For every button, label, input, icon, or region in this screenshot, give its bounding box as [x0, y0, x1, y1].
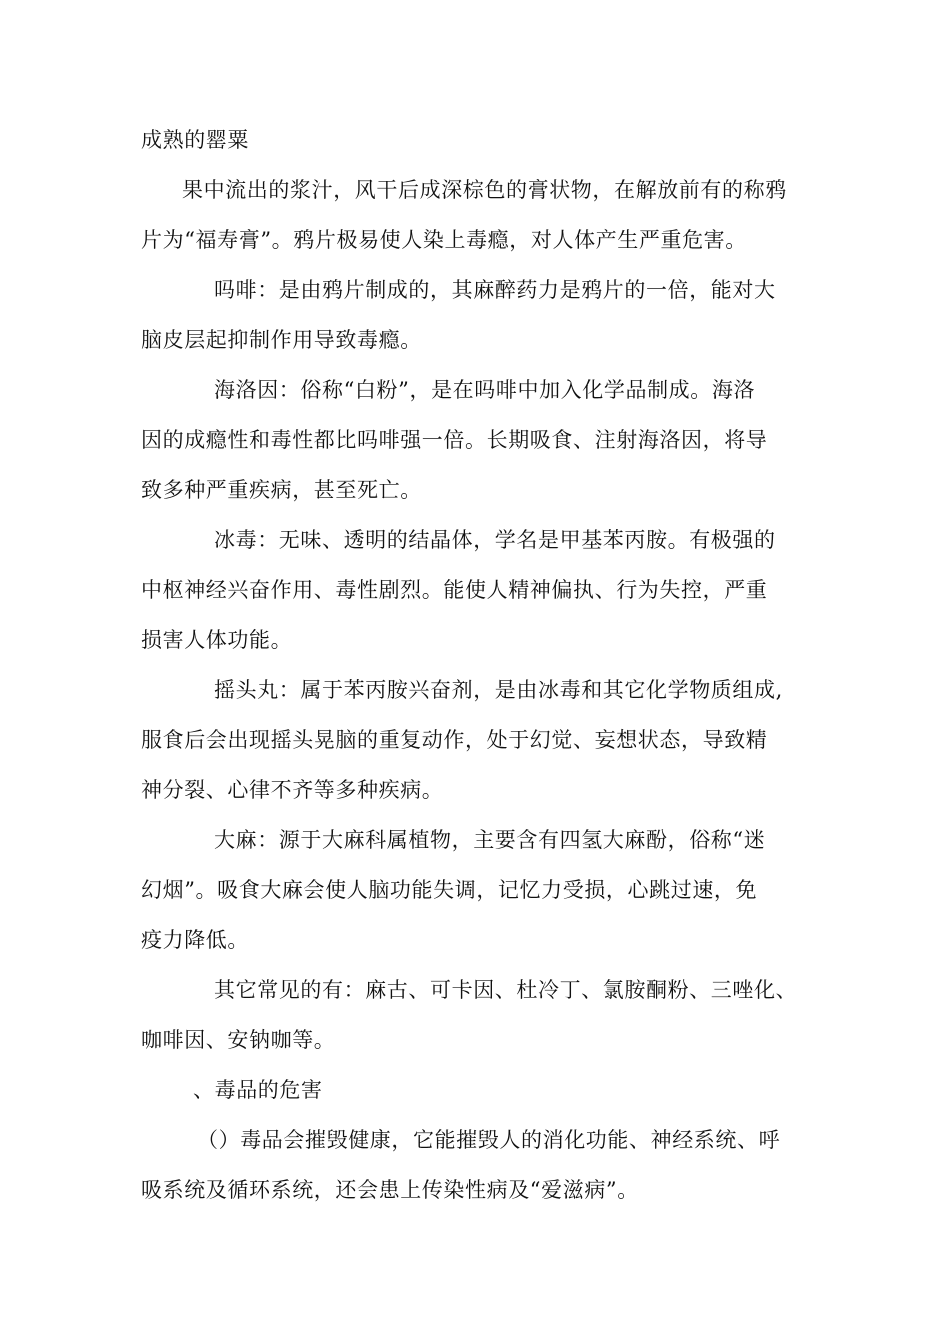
text-line-13: 服食后会出现摇头晃脑的重复动作，处于幻觉、妄想状态，导致精: [141, 728, 768, 752]
text-line-1: 成熟的罂粟: [141, 128, 249, 152]
text-line-10: 中枢神经兴奋作用、毒性剧烈。能使人精神偏执、行为失控，严重: [141, 578, 768, 602]
text-line-17: 疫力降低。: [141, 928, 249, 952]
text-line-7: 因的成瘾性和毒性都比吗啡强一倍。长期吸食、注射海洛因，将导: [141, 428, 768, 452]
text-line-22: 吸系统及循环系统，还会患上传染性病及“爱滋病”。: [141, 1178, 639, 1202]
text-line-15: 大麻：源于大麻科属植物，主要含有四氢大麻酚，俗称“迷: [214, 828, 766, 852]
text-line-11: 损害人体功能。: [141, 628, 293, 652]
text-line-14: 神分裂、心律不齐等多种疾病。: [141, 778, 444, 802]
text-line-16: 幻烟”。吸食大麻会使人脑功能失调，记忆力受损，心跳过速，免: [141, 878, 758, 902]
text-line-9: 冰毒：无味、透明的结晶体，学名是甲基苯丙胺。有极强的: [214, 528, 776, 552]
text-line-6: 海洛因：俗称“白粉”，是在吗啡中加入化学品制成。海洛: [214, 378, 756, 402]
text-line-18: 其它常见的有：麻古、可卡因、杜冷丁、氯胺酮粉、三唑化、: [214, 978, 798, 1002]
text-line-8: 致多种严重疾病，甚至死亡。: [141, 478, 422, 502]
text-line-19: 咖啡因、安钠咖等。: [141, 1028, 336, 1052]
text-line-12: 摇头丸：属于苯丙胺兴奋剂，是由冰毒和其它化学物质组成,: [214, 678, 783, 702]
text-line-21: （）毒品会摧毁健康，它能摧毁人的消化功能、神经系统、呼: [197, 1128, 781, 1152]
text-line-3: 片为“福寿膏”。鸦片极易使人染上毒瘾，对人体产生严重危害。: [141, 228, 747, 252]
text-line-5: 脑皮层起抑制作用导致毒瘾。: [141, 328, 422, 352]
section-heading: 、毒品的危害: [193, 1078, 323, 1102]
text-line-2: 果中流出的浆汁，风干后成深棕色的膏状物，在解放前有的称鸦: [182, 178, 787, 202]
text-line-4: 吗啡：是由鸦片制成的，其麻醉药力是鸦片的一倍，能对大: [214, 278, 776, 302]
